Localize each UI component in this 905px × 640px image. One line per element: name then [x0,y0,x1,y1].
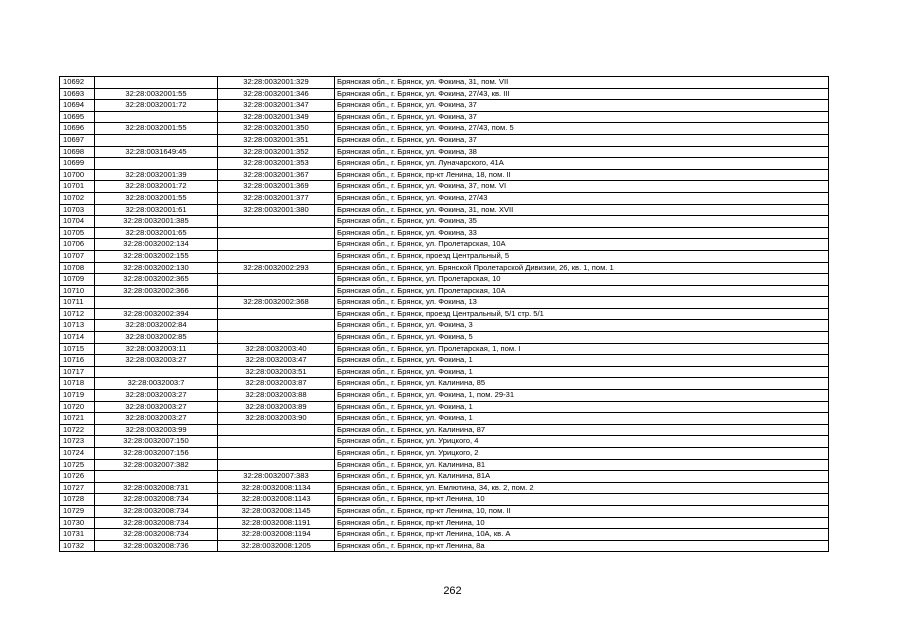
table-row [60,262,829,274]
land-cadastral-number-cell: 32:28:0032008:734 [95,517,218,529]
table-row [60,482,829,494]
table-row [60,146,829,158]
row-number-cell: 10718 [60,378,95,390]
building-cadastral-number-cell [218,320,335,332]
table-row [60,320,829,332]
building-cadastral-number-cell [218,239,335,251]
row-number-cell: 10696 [60,123,95,135]
building-cadastral-number-cell [218,332,335,344]
table-row [60,436,829,448]
address-cell: Брянская обл., г. Брянск, ул. Фокина, 5 [335,332,829,344]
table-row [60,274,829,286]
row-number-cell: 10724 [60,448,95,460]
building-cadastral-number-cell: 32:28:0032007:383 [218,471,335,483]
building-cadastral-number-cell: 32:28:0032008:1191 [218,517,335,529]
table-row [60,390,829,402]
address-cell: Брянская обл., г. Брянск, ул. Фокина, 1, пом. 29-31 [335,390,829,402]
row-number-cell: 10707 [60,250,95,262]
row-number-cell: 10719 [60,390,95,402]
land-cadastral-number-cell: 32:28:0032007:150 [95,436,218,448]
building-cadastral-number-cell: 32:28:0032008:1145 [218,505,335,517]
table-row [60,192,829,204]
building-cadastral-number-cell: 32:28:0032002:293 [218,262,335,274]
building-cadastral-number-cell: 32:28:0032003:40 [218,343,335,355]
row-number-cell: 10694 [60,100,95,112]
table-row [60,366,829,378]
address-cell: Брянская обл., г. Брянск, ул. Пролетарская, 10А [335,239,829,251]
building-cadastral-number-cell [218,227,335,239]
land-cadastral-number-cell: 32:28:0032008:734 [95,505,218,517]
table-row [60,540,829,552]
address-cell: Брянская обл., г. Брянск, ул. Фокина, 1 [335,401,829,413]
row-number-cell: 10713 [60,320,95,332]
table-row [60,529,829,541]
land-cadastral-number-cell: 32:28:0032007:382 [95,459,218,471]
row-number-cell: 10701 [60,181,95,193]
table-row [60,181,829,193]
table-row [60,459,829,471]
building-cadastral-number-cell: 32:28:0032001:351 [218,134,335,146]
table-row [60,332,829,344]
land-cadastral-number-cell: 32:28:0032003:99 [95,424,218,436]
building-cadastral-number-cell: 32:28:0032008:1143 [218,494,335,506]
row-number-cell: 10712 [60,308,95,320]
land-cadastral-number-cell: 32:28:0032001:55 [95,88,218,100]
address-cell: Брянская обл., г. Брянск, проезд Центральный, 5/1 стр. 5/1 [335,308,829,320]
building-cadastral-number-cell [218,216,335,228]
table-row [60,505,829,517]
building-cadastral-number-cell [218,459,335,471]
row-number-cell: 10720 [60,401,95,413]
row-number-cell: 10709 [60,274,95,286]
land-cadastral-number-cell: 32:28:0032003:27 [95,401,218,413]
building-cadastral-number-cell: 32:28:0032001:353 [218,158,335,170]
building-cadastral-number-cell: 32:28:0032001:380 [218,204,335,216]
address-cell: Брянская обл., г. Брянск, ул. Урицкого, 2 [335,448,829,460]
table-row [60,111,829,123]
building-cadastral-number-cell: 32:28:0032002:368 [218,297,335,309]
table-row [60,308,829,320]
address-cell: Брянская обл., г. Брянск, пр-кт Ленина, 10, пом. II [335,505,829,517]
building-cadastral-number-cell: 32:28:0032003:88 [218,390,335,402]
address-cell: Брянская обл., г. Брянск, ул. Фокина, 31, пом. XVII [335,204,829,216]
land-cadastral-number-cell: 32:28:0032002:84 [95,320,218,332]
building-cadastral-number-cell [218,285,335,297]
land-cadastral-number-cell: 32:28:0032003:7 [95,378,218,390]
land-cadastral-number-cell: 32:28:0032003:27 [95,355,218,367]
land-cadastral-number-cell: 32:28:0032002:134 [95,239,218,251]
building-cadastral-number-cell: 32:28:0032003:51 [218,366,335,378]
land-cadastral-number-cell [95,297,218,309]
register-table [59,76,829,552]
row-number-cell: 10723 [60,436,95,448]
table-row [60,378,829,390]
address-cell: Брянская обл., г. Брянск, ул. Фокина, 31, пом. VII [335,77,829,89]
address-cell: Брянская обл., г. Брянск, пр-кт Ленина, 8а [335,540,829,552]
land-cadastral-number-cell: 32:28:0032001:65 [95,227,218,239]
address-cell: Брянская обл., г. Брянск, ул. Брянской Пролетарской Дивизии, 26, кв. 1, пом. 1 [335,262,829,274]
table-row [60,297,829,309]
address-cell: Брянская обл., г. Брянск, ул. Пролетарская, 1, пом. I [335,343,829,355]
row-number-cell: 10730 [60,517,95,529]
land-cadastral-number-cell: 32:28:0032003:11 [95,343,218,355]
table-row [60,204,829,216]
row-number-cell: 10699 [60,158,95,170]
address-cell: Брянская обл., г. Брянск, ул. Фокина, 1 [335,366,829,378]
land-cadastral-number-cell: 32:28:0032001:72 [95,100,218,112]
table-row [60,169,829,181]
row-number-cell: 10732 [60,540,95,552]
land-cadastral-number-cell: 32:28:0032001:55 [95,192,218,204]
building-cadastral-number-cell [218,436,335,448]
building-cadastral-number-cell [218,448,335,460]
row-number-cell: 10703 [60,204,95,216]
row-number-cell: 10702 [60,192,95,204]
building-cadastral-number-cell: 32:28:0032008:1205 [218,540,335,552]
land-cadastral-number-cell: 32:28:0032001:61 [95,204,218,216]
table-row [60,401,829,413]
row-number-cell: 10700 [60,169,95,181]
row-number-cell: 10710 [60,285,95,297]
address-cell: Брянская обл., г. Брянск, ул. Урицкого, 4 [335,436,829,448]
row-number-cell: 10729 [60,505,95,517]
table-row [60,88,829,100]
building-cadastral-number-cell: 32:28:0032001:369 [218,181,335,193]
address-cell: Брянская обл., г. Брянск, ул. Фокина, 35 [335,216,829,228]
address-cell: Брянская обл., г. Брянск, пр-кт Ленина, 10 [335,494,829,506]
table-row [60,250,829,262]
row-number-cell: 10725 [60,459,95,471]
address-cell: Брянская обл., г. Брянск, ул. Фокина, 1 [335,355,829,367]
land-cadastral-number-cell: 32:28:0032001:72 [95,181,218,193]
building-cadastral-number-cell: 32:28:0032001:347 [218,100,335,112]
land-cadastral-number-cell: 32:28:0032002:85 [95,332,218,344]
table-row [60,227,829,239]
land-cadastral-number-cell: 32:28:0032002:394 [95,308,218,320]
table-row [60,123,829,135]
building-cadastral-number-cell: 32:28:0032003:87 [218,378,335,390]
address-cell: Брянская обл., г. Брянск, ул. Фокина, 37, пом. VI [335,181,829,193]
land-cadastral-number-cell: 32:28:0032001:385 [95,216,218,228]
table-row [60,448,829,460]
address-cell: Брянская обл., г. Брянск, ул. Фокина, 27/43, кв. III [335,88,829,100]
building-cadastral-number-cell: 32:28:0032001:350 [218,123,335,135]
building-cadastral-number-cell: 32:28:0032003:90 [218,413,335,425]
address-cell: Брянская обл., г. Брянск, ул. Луначарского, 41А [335,158,829,170]
row-number-cell: 10726 [60,471,95,483]
row-number-cell: 10706 [60,239,95,251]
table-row [60,100,829,112]
land-cadastral-number-cell [95,366,218,378]
land-cadastral-number-cell: 32:28:0032002:365 [95,274,218,286]
land-cadastral-number-cell: 32:28:0032002:155 [95,250,218,262]
table-row [60,494,829,506]
building-cadastral-number-cell: 32:28:0032008:1134 [218,482,335,494]
address-cell: Брянская обл., г. Брянск, ул. Калинина, 85 [335,378,829,390]
address-cell: Брянская обл., г. Брянск, ул. Фокина, 27/43, пом. 5 [335,123,829,135]
building-cadastral-number-cell [218,308,335,320]
row-number-cell: 10721 [60,413,95,425]
building-cadastral-number-cell [218,424,335,436]
address-cell: Брянская обл., г. Брянск, ул. Фокина, 33 [335,227,829,239]
row-number-cell: 10716 [60,355,95,367]
row-number-cell: 10717 [60,366,95,378]
address-cell: Брянская обл., г. Брянск, ул. Фокина, 37 [335,134,829,146]
building-cadastral-number-cell: 32:28:0032003:89 [218,401,335,413]
address-cell: Брянская обл., г. Брянск, ул. Калинина, 81 [335,459,829,471]
row-number-cell: 10731 [60,529,95,541]
register-table-body [60,77,829,552]
table-row [60,413,829,425]
table-row [60,285,829,297]
table-row [60,424,829,436]
table-row [60,216,829,228]
address-cell: Брянская обл., г. Брянск, ул. Фокина, 37 [335,100,829,112]
address-cell: Брянская обл., г. Брянск, ул. Калинина, 87 [335,424,829,436]
row-number-cell: 10711 [60,297,95,309]
building-cadastral-number-cell: 32:28:0032003:47 [218,355,335,367]
land-cadastral-number-cell: 32:28:0032008:736 [95,540,218,552]
land-cadastral-number-cell: 32:28:0032003:27 [95,390,218,402]
address-cell: Брянская обл., г. Брянск, пр-кт Ленина, 10 [335,517,829,529]
building-cadastral-number-cell [218,274,335,286]
table-row [60,355,829,367]
building-cadastral-number-cell: 32:28:0032001:329 [218,77,335,89]
row-number-cell: 10698 [60,146,95,158]
land-cadastral-number-cell [95,471,218,483]
building-cadastral-number-cell: 32:28:0032001:349 [218,111,335,123]
land-cadastral-number-cell: 32:28:0032001:39 [95,169,218,181]
row-number-cell: 10693 [60,88,95,100]
land-cadastral-number-cell: 32:28:0032008:734 [95,494,218,506]
table-row [60,517,829,529]
table-row [60,343,829,355]
building-cadastral-number-cell: 32:28:0032001:352 [218,146,335,158]
land-cadastral-number-cell: 32:28:0032008:734 [95,529,218,541]
building-cadastral-number-cell [218,250,335,262]
address-cell: Брянская обл., г. Брянск, ул. Емлютина, 34, кв. 2, пом. 2 [335,482,829,494]
address-cell: Брянская обл., г. Брянск, проезд Центральный, 5 [335,250,829,262]
address-cell: Брянская обл., г. Брянск, ул. Фокина, 27/43 [335,192,829,204]
row-number-cell: 10704 [60,216,95,228]
row-number-cell: 10697 [60,134,95,146]
row-number-cell: 10705 [60,227,95,239]
land-cadastral-number-cell [95,134,218,146]
row-number-cell: 10714 [60,332,95,344]
address-cell: Брянская обл., г. Брянск, ул. Пролетарская, 10 [335,274,829,286]
address-cell: Брянская обл., г. Брянск, ул. Фокина, 3 [335,320,829,332]
land-cadastral-number-cell: 32:28:0032002:130 [95,262,218,274]
building-cadastral-number-cell: 32:28:0032001:367 [218,169,335,181]
row-number-cell: 10715 [60,343,95,355]
row-number-cell: 10695 [60,111,95,123]
table-row [60,239,829,251]
row-number-cell: 10708 [60,262,95,274]
table-row [60,158,829,170]
building-cadastral-number-cell: 32:28:0032001:377 [218,192,335,204]
table-row [60,471,829,483]
land-cadastral-number-cell: 32:28:0032003:27 [95,413,218,425]
address-cell: Брянская обл., г. Брянск, ул. Фокина, 37 [335,111,829,123]
land-cadastral-number-cell [95,158,218,170]
address-cell: Брянская обл., г. Брянск, пр-кт Ленина, 18, пом. II [335,169,829,181]
address-cell: Брянская обл., г. Брянск, ул. Пролетарская, 10А [335,285,829,297]
address-cell: Брянская обл., г. Брянск, ул. Фокина, 13 [335,297,829,309]
table-row [60,77,829,89]
row-number-cell: 10728 [60,494,95,506]
page-number: 262 [443,585,462,597]
land-cadastral-number-cell: 32:28:0031649:45 [95,146,218,158]
row-number-cell: 10722 [60,424,95,436]
land-cadastral-number-cell [95,111,218,123]
land-cadastral-number-cell: 32:28:0032001:55 [95,123,218,135]
address-cell: Брянская обл., г. Брянск, ул. Фокина, 38 [335,146,829,158]
row-number-cell: 10692 [60,77,95,89]
table-row [60,134,829,146]
row-number-cell: 10727 [60,482,95,494]
building-cadastral-number-cell: 32:28:0032008:1194 [218,529,335,541]
land-cadastral-number-cell [95,77,218,89]
land-cadastral-number-cell: 32:28:0032007:156 [95,448,218,460]
address-cell: Брянская обл., г. Брянск, ул. Калинина, 81А [335,471,829,483]
land-cadastral-number-cell: 32:28:0032002:366 [95,285,218,297]
building-cadastral-number-cell: 32:28:0032001:346 [218,88,335,100]
address-cell: Брянская обл., г. Брянск, ул. Фокина, 1 [335,413,829,425]
address-cell: Брянская обл., г. Брянск, пр-кт Ленина, 10А, кв. А [335,529,829,541]
land-cadastral-number-cell: 32:28:0032008:731 [95,482,218,494]
